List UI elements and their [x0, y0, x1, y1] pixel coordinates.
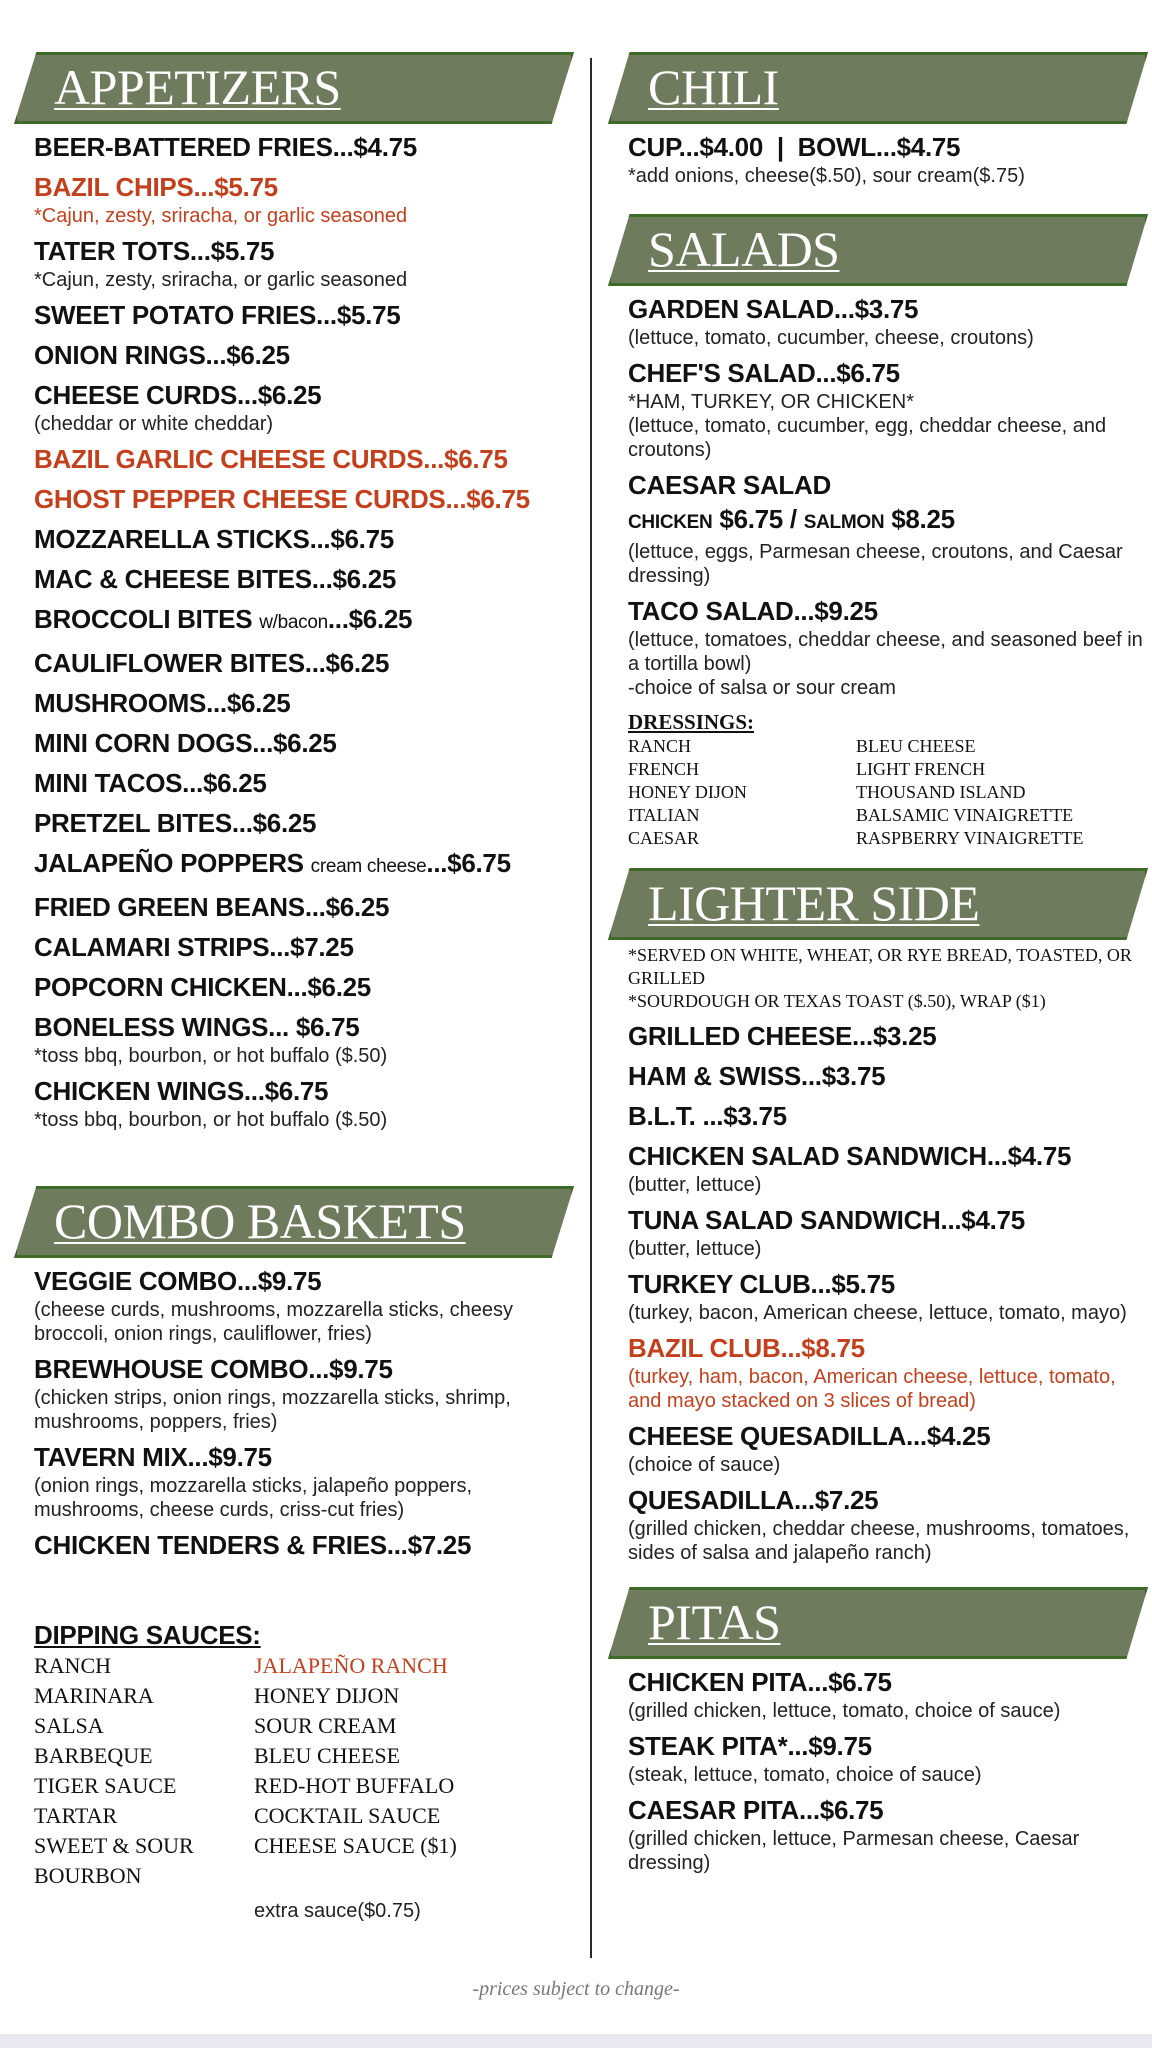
appetizer-item: MOZZARELLA STICKS...$6.75	[34, 524, 394, 554]
appetizer-price: ...$6.25	[327, 604, 413, 634]
dipping-sauce: SWEET & SOUR	[34, 1833, 194, 1858]
dressing: FRENCH	[628, 759, 700, 779]
dipping-sauce: MARINARA	[34, 1683, 154, 1708]
appetizer-item	[34, 846, 574, 884]
lighter-note: (butter, lettuce)	[628, 1174, 762, 1196]
caesar-chicken-price: $6.75 /	[719, 504, 797, 534]
dressings-heading: DRESSINGS:	[628, 710, 755, 734]
combo-item: CHICKEN TENDERS & FRIES...$7.25	[34, 1530, 472, 1560]
dipping-sauces-right	[254, 1651, 474, 1891]
right-column	[628, 52, 1148, 1875]
column-divider	[590, 58, 592, 1958]
appetizer-item: ONION RINGS...$6.25	[34, 340, 290, 370]
combo-item: BREWHOUSE COMBO...$9.75	[34, 1354, 393, 1384]
dressing: THOUSAND ISLAND	[856, 782, 1026, 802]
lighter-item: CHICKEN SALAD SANDWICH...$4.75	[628, 1141, 1072, 1171]
dressings-left	[628, 735, 856, 850]
bottom-strip	[0, 2034, 1152, 2048]
appetizer-note: *Cajun, zesty, sriracha, or garlic seasoned	[34, 205, 408, 227]
combo-banner	[14, 1186, 574, 1258]
pita-item: CAESAR PITA...$6.75	[628, 1795, 884, 1825]
dressing: ITALIAN	[628, 805, 700, 825]
appetizer-item: MUSHROOMS...$6.25	[34, 688, 291, 718]
pita-note: (steak, lettuce, tomato, choice of sauce)	[628, 1764, 982, 1786]
dressing: HONEY DIJON	[628, 782, 747, 802]
appetizer-item: PRETZEL BITES...$6.25	[34, 808, 317, 838]
combo-note: (chicken strips, onion rings, mozzarella sticks, shrimp, mushrooms, poppers, fries)	[34, 1387, 511, 1433]
dressing: CAESAR	[628, 828, 700, 848]
pita-note: (grilled chicken, lettuce, tomato, choice of sauce)	[628, 1700, 1061, 1722]
salads-banner	[608, 214, 1148, 286]
lighter-side-note-2: *SOURDOUGH OR TEXAS TOAST ($.50), WRAP ($1)	[628, 991, 1046, 1011]
dressing: RANCH	[628, 736, 692, 756]
pitas-banner	[608, 1587, 1148, 1659]
dressing: LIGHT FRENCH	[856, 759, 986, 779]
dipping-sauce: TARTAR	[34, 1803, 118, 1828]
dipping-sauce: SOUR CREAM	[254, 1713, 397, 1738]
dipping-sauce: BLEU CHEESE	[254, 1743, 401, 1768]
lighter-note: (grilled chicken, cheddar cheese, mushrooms, tomatoes, sides of salsa and jalapeño ranch)	[628, 1518, 1130, 1564]
lighter-side-banner	[608, 868, 1148, 940]
lighter-side-title: LIGHTER SIDE	[648, 875, 980, 931]
appetizer-item: CAULIFLOWER BITES...$6.25	[34, 648, 390, 678]
lighter-item: QUESADILLA...$7.25	[628, 1485, 879, 1515]
appetizer-name: JALAPEÑO POPPERS	[34, 848, 304, 878]
appetizer-name: BROCCOLI BITES	[34, 604, 253, 634]
dipping-sauce: RANCH	[34, 1653, 112, 1678]
garden-salad-note: (lettuce, tomato, cucumber, cheese, croutons)	[628, 327, 1034, 349]
pitas-title: PITAS	[648, 1594, 781, 1650]
appetizers-title: APPETIZERS	[54, 59, 341, 115]
combo-note: (onion rings, mozzarella sticks, jalapeño poppers, mushrooms, cheese curds, criss-cut fries)	[34, 1475, 472, 1521]
lighter-item: BAZIL CLUB...$8.75	[628, 1333, 865, 1363]
prices-footer: -prices subject to change-	[472, 1978, 680, 2000]
combo-item: VEGGIE COMBO...$9.75	[34, 1266, 322, 1296]
appetizer-item: CALAMARI STRIPS...$7.25	[34, 932, 354, 962]
chefs-salad: CHEF'S SALAD...$6.75	[628, 358, 900, 388]
appetizer-detail: cream cheese	[310, 856, 427, 877]
dressing: RASPBERRY VINAIGRETTE	[856, 828, 1084, 848]
lighter-item: GRILLED CHEESE...$3.25	[628, 1021, 937, 1051]
caesar-salad: CAESAR SALAD	[628, 470, 831, 500]
pita-note: (grilled chicken, lettuce, Parmesan cheese, Caesar dressing)	[628, 1828, 1080, 1874]
appetizer-price: ...$6.75	[426, 848, 511, 878]
left-column	[34, 52, 574, 1923]
taco-salad: TACO SALAD...$9.25	[628, 596, 878, 626]
extra-sauce-note: extra sauce($0.75)	[254, 1900, 421, 1922]
lighter-side-note-1: *SERVED ON WHITE, WHEAT, OR RYE BREAD, TOASTED, OR GRILLED	[628, 945, 1132, 988]
combo-note: (cheese curds, mushrooms, mozzarella sticks, cheesy broccoli, onion rings, cauliflower, fries)	[34, 1299, 514, 1345]
pitas-list	[628, 1665, 1148, 1875]
lighter-note: (turkey, ham, bacon, American cheese, lettuce, tomato, and mayo stacked on 3 slices of bread)	[628, 1366, 1116, 1412]
dipping-sauces-left	[34, 1651, 254, 1891]
lighter-item: TURKEY CLUB...$5.75	[628, 1269, 895, 1299]
lighter-item: B.L.T. ...$3.75	[628, 1101, 787, 1131]
caesar-salmon-label: SALMON	[803, 512, 885, 533]
appetizer-item	[34, 602, 574, 640]
combo-list	[34, 1264, 574, 1562]
dipping-sauce: HONEY DIJON	[254, 1683, 400, 1708]
appetizers-banner	[14, 52, 574, 124]
dipping-sauces-list	[34, 1651, 574, 1891]
dressings-list	[628, 735, 1148, 850]
dressings-right	[856, 735, 1116, 850]
combo-title: COMBO BASKETS	[54, 1193, 466, 1249]
chefs-salad-note: (lettuce, tomato, cucumber, egg, cheddar cheese, and croutons)	[628, 415, 1107, 461]
appetizer-item: FRIED GREEN BEANS...$6.25	[34, 892, 390, 922]
taco-salad-note-2: -choice of salsa or sour cream	[628, 677, 896, 699]
appetizer-note: *Cajun, zesty, sriracha, or garlic seasoned	[34, 269, 408, 291]
pita-item: STEAK PITA*...$9.75	[628, 1731, 872, 1761]
appetizer-note: (cheddar or white cheddar)	[34, 413, 274, 435]
appetizer-item: MAC & CHEESE BITES...$6.25	[34, 564, 397, 594]
appetizer-item: BAZIL CHIPS...$5.75	[34, 172, 278, 202]
lighter-item: HAM & SWISS...$3.75	[628, 1061, 886, 1091]
appetizer-item: GHOST PEPPER CHEESE CURDS...$6.75	[34, 484, 530, 514]
appetizer-note: *toss bbq, bourbon, or hot buffalo ($.50)	[34, 1045, 388, 1067]
garden-salad: GARDEN SALAD...$3.75	[628, 294, 919, 324]
appetizer-list	[34, 130, 574, 1132]
appetizer-item: TATER TOTS...$5.75	[34, 236, 275, 266]
chili-banner	[608, 52, 1148, 124]
lighter-item: CHEESE QUESADILLA...$4.25	[628, 1421, 991, 1451]
appetizer-item: CHICKEN WINGS...$6.75	[34, 1076, 329, 1106]
lighter-item: TUNA SALAD SANDWICH...$4.75	[628, 1205, 1025, 1235]
lighter-side-list	[628, 1019, 1148, 1565]
appetizer-note: *toss bbq, bourbon, or hot buffalo ($.50)	[34, 1109, 388, 1131]
lighter-note: (turkey, bacon, American cheese, lettuce, tomato, mayo)	[628, 1302, 1127, 1324]
appetizer-detail: w/bacon	[259, 612, 328, 633]
appetizer-item: SWEET POTATO FRIES...$5.75	[34, 300, 401, 330]
lighter-note: (butter, lettuce)	[628, 1238, 762, 1260]
caesar-salad-prices	[628, 502, 1148, 540]
lighter-note: (choice of sauce)	[628, 1454, 781, 1476]
caesar-salmon-price: $8.25	[891, 504, 955, 534]
appetizer-item: BAZIL GARLIC CHEESE CURDS...$6.75	[34, 444, 508, 474]
dipping-sauce: SALSA	[34, 1713, 104, 1738]
appetizer-item: BONELESS WINGS... $6.75	[34, 1012, 360, 1042]
pita-item: CHICKEN PITA...$6.75	[628, 1667, 892, 1697]
dressing: BLEU CHEESE	[856, 736, 976, 756]
appetizer-item: BEER-BATTERED FRIES...$4.75	[34, 132, 417, 162]
dipping-sauce: TIGER SAUCE	[34, 1773, 177, 1798]
combo-item: TAVERN MIX...$9.75	[34, 1442, 272, 1472]
dipping-sauce: BARBEQUE	[34, 1743, 153, 1768]
chili-prices: CUP...$4.00 | BOWL...$4.75	[628, 132, 961, 162]
appetizer-item: MINI CORN DOGS...$6.25	[34, 728, 337, 758]
dipping-sauce: JALAPEÑO RANCH	[254, 1653, 448, 1678]
chili-note: *add onions, cheese($.50), sour cream($.75)	[628, 165, 1025, 187]
dipping-sauce: BOURBON	[34, 1863, 142, 1888]
chefs-salad-sub: *HAM, TURKEY, OR CHICKEN*	[628, 391, 914, 413]
appetizer-item: MINI TACOS...$6.25	[34, 768, 267, 798]
chili-title: CHILI	[648, 59, 779, 115]
dressing: BALSAMIC VINAIGRETTE	[856, 805, 1074, 825]
dipping-sauce: COCKTAIL SAUCE	[254, 1803, 441, 1828]
caesar-chicken-label: CHICKEN	[628, 512, 713, 533]
appetizer-item: POPCORN CHICKEN...$6.25	[34, 972, 371, 1002]
dipping-sauces-heading: DIPPING SAUCES:	[34, 1620, 261, 1650]
appetizer-item: CHEESE CURDS...$6.25	[34, 380, 322, 410]
dipping-sauce: RED-HOT BUFFALO	[254, 1773, 455, 1798]
salads-title: SALADS	[648, 221, 840, 277]
taco-salad-note: (lettuce, tomatoes, cheddar cheese, and seasoned beef in a tortilla bowl)	[628, 629, 1143, 675]
dipping-sauce: CHEESE SAUCE ($1)	[254, 1833, 457, 1858]
caesar-salad-note: (lettuce, eggs, Parmesan cheese, croutons, and Caesar dressing)	[628, 541, 1123, 587]
